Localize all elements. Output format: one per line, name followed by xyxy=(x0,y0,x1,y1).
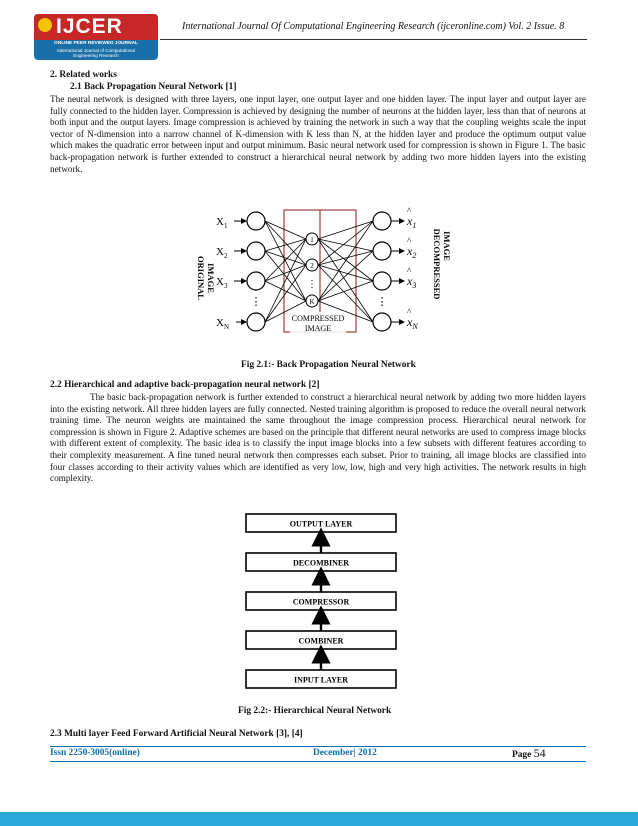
weight-line xyxy=(318,239,373,322)
footer-rule-top xyxy=(50,746,586,747)
paragraph-2-2: The basic back-propagation network is further extended to construct a hierarchical neural network by adding two more hidden layers into the existing network. All three hidden layers are fully connected. Nested training algorithm is proposed to reduce the overall neural network training time. The neuron weights are maintained the same throughout the image compression process. Hierarchical neural network for compression is shown in Figure 2. Adaptive schemes are based on the principle that different neural networks are used to compress image blocks with different extent of complexity. The basic idea is to classify the input image blocks into a few subsets with different features according to their complexity measurement. A fine tuned neural network then compresses each subset. Prior to training, all image blocks are classified into four classes according to their activity values which are identified as very low, low, high and very high activities. The network results in high complexity. xyxy=(50,392,586,484)
output-ellipsis: ⋮ xyxy=(376,296,388,308)
compressed-image-label-1: COMPRESSED xyxy=(291,314,345,323)
subsection-heading-2-1: 2.1 Back Propagation Neural Network [1] xyxy=(70,82,237,92)
layer-label: DECOMBINER xyxy=(292,558,350,568)
layer-label: COMBINER xyxy=(298,636,344,646)
output-node xyxy=(373,242,391,260)
fig-back-propagation-network xyxy=(186,206,456,340)
weight-connections xyxy=(265,221,373,322)
footer-date: December| 2012 xyxy=(313,748,377,758)
journal-logo xyxy=(34,14,158,60)
hidden-ellipsis: ⋮ xyxy=(307,279,317,290)
output-label-3: $x_3$ xyxy=(407,274,417,290)
weight-line xyxy=(318,221,373,301)
input-label-1: $X_1$ xyxy=(216,216,228,230)
hidden-node-label-k: K xyxy=(309,298,315,306)
layer-stack xyxy=(246,514,396,688)
weight-line xyxy=(318,221,373,239)
paragraph-2-1: The neural network is designed with three layers, one input layer, one output layer and one hidden layer. The input layer and output layer are fully connected to the hidden layer. Compression is achieved by designing the number of neurons at the hidden layer, less than that of neurons at both input and the output layers. Image compression is achieved by training the network in such a way that the coupling weights scale the input vector of N-dimension into a narrow channel of K-dimension with K less than N, at the hidden layer and produce the optimum output value which makes the quadratic error between input and output minimum. Basic neural network used for compression is shown in Figure 1. The basic back-propagation network is further extended to construct a hierarchical neural network by adding two more hidden layers into the existing network. xyxy=(50,94,586,174)
layer-label: COMPRESSOR xyxy=(292,597,350,607)
logo-subtitle xyxy=(34,48,158,58)
journal-header: International Journal Of Computational Engineering Research (ijceronline.com) Vol. 2 Issue. 8 xyxy=(182,21,565,32)
fig-hierarchical-network xyxy=(236,510,406,690)
output-label-2: $x_2$ xyxy=(407,244,417,260)
input-label-n: $X_N$ xyxy=(216,317,230,331)
output-node xyxy=(373,212,391,230)
input-layer xyxy=(247,212,265,331)
svg-text:^: ^ xyxy=(407,307,412,317)
section-heading: 2. Related works xyxy=(50,70,117,80)
input-ellipsis: ⋮ xyxy=(250,296,262,308)
hidden-layer xyxy=(306,233,318,307)
svg-text:^: ^ xyxy=(407,206,412,216)
original-image-label-1: ORIGINAL xyxy=(196,256,206,300)
figure-caption-2-1: Fig 2.1:- Back Propagation Neural Network xyxy=(241,360,416,370)
output-node xyxy=(373,313,391,331)
input-label-3: $X_3$ xyxy=(216,276,228,290)
weight-line xyxy=(265,239,306,322)
input-labels xyxy=(216,216,246,331)
subsection-heading-2-3: 2.3 Multi layer Feed Forward Artificial Neural Network [3], [4] xyxy=(50,729,303,739)
footer-rule-bottom xyxy=(50,761,586,762)
layer-label: INPUT LAYER xyxy=(293,675,349,685)
layer-label: OUTPUT LAYER xyxy=(289,519,353,529)
weight-line xyxy=(265,221,306,301)
original-image-label-2: IMAGE xyxy=(206,263,216,293)
input-node xyxy=(247,272,265,290)
weight-line xyxy=(318,281,373,301)
output-layer xyxy=(373,212,391,331)
subsection-heading-2-2: 2.2 Hierarchical and adaptive back-propagation neural network [2] xyxy=(50,380,320,390)
footer-page-number: 54 xyxy=(533,746,546,760)
footer-issn: Issn 2250-3005(online) xyxy=(50,748,140,758)
logo-tagline: ONLINE PEER REVIEWED JOURNAL xyxy=(54,41,138,46)
output-node xyxy=(373,272,391,290)
weight-line xyxy=(265,281,306,301)
svg-text:^: ^ xyxy=(407,236,412,246)
input-node xyxy=(247,212,265,230)
compressed-image-label-2: IMAGE xyxy=(304,324,332,333)
footer-page xyxy=(512,746,546,761)
logo-name: IJCER xyxy=(56,15,123,38)
hidden-node-label-2: 2 xyxy=(310,262,314,270)
output-label-n: $x_N$ xyxy=(407,315,418,331)
decompressed-image-label-2: IMAGE xyxy=(442,231,452,261)
header-rule xyxy=(160,39,587,40)
page-bottom-bar xyxy=(0,812,638,826)
weight-line xyxy=(265,221,306,239)
input-node xyxy=(247,242,265,260)
input-node xyxy=(247,313,265,331)
input-label-2: $X_2$ xyxy=(216,246,228,260)
hidden-node-label-1: 1 xyxy=(310,236,314,244)
logo-subtitle-line1: International Journal of Computational xyxy=(57,48,135,53)
output-labels xyxy=(391,206,418,331)
figure-caption-2-2: Fig 2.2:- Hierarchical Neural Network xyxy=(238,706,392,716)
decompressed-image-label-1: DECOMPRESSED xyxy=(432,228,442,300)
logo-subtitle-line2: Engineering Research xyxy=(73,53,119,58)
footer-page-label: Page xyxy=(512,750,532,760)
globe-icon xyxy=(38,18,52,32)
svg-text:^: ^ xyxy=(407,266,412,276)
output-label-1: $x_1$ xyxy=(407,214,417,230)
